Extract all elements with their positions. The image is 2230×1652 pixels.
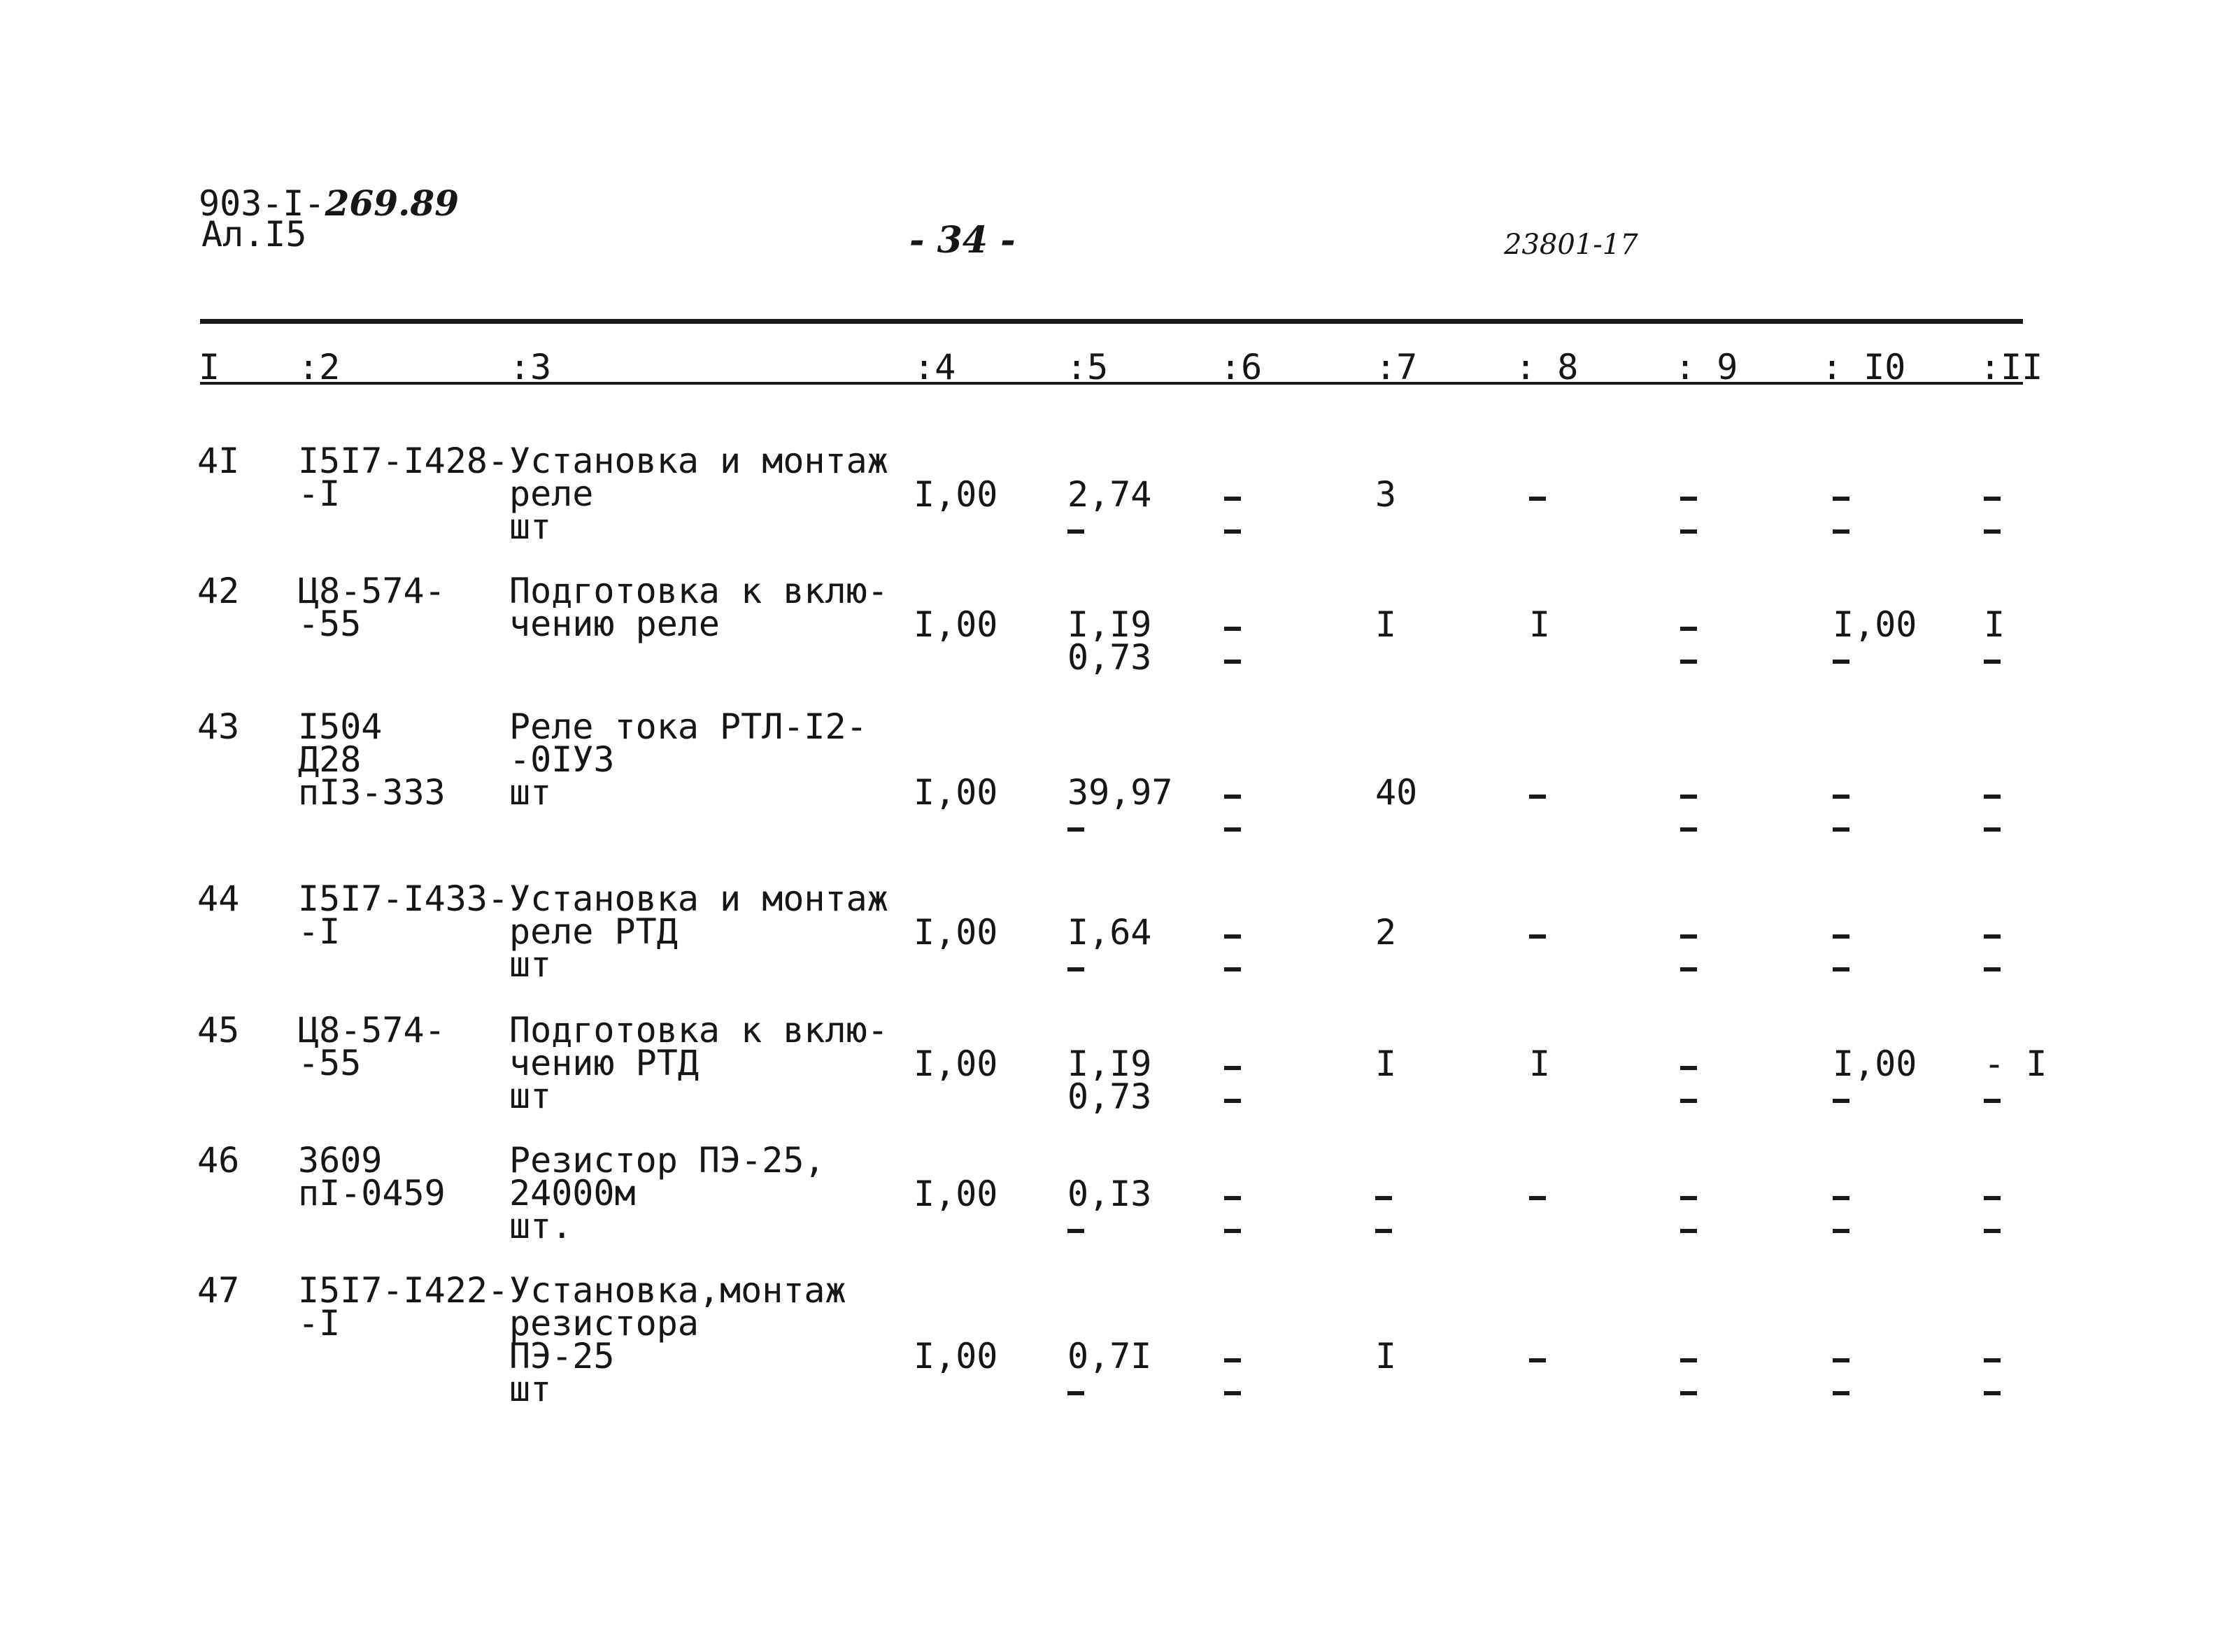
row-code: 3609 <box>298 1140 383 1181</box>
row-col10 <box>1833 660 1849 664</box>
row-description: Установка и монтаж <box>509 441 888 481</box>
row-col6 <box>1224 1099 1241 1103</box>
page-number: - 34 - <box>909 219 1016 262</box>
row-col4: I,00 <box>914 1044 998 1084</box>
column-header: :4 <box>914 347 956 387</box>
row-number: 4I <box>197 441 240 481</box>
row-col9 <box>1680 627 1697 631</box>
document-number-handwritten: 269.89 <box>325 183 459 224</box>
row-description: резистора <box>509 1303 699 1344</box>
row-description: Установка,монтаж <box>509 1270 846 1311</box>
row-col11: - I <box>1984 1044 2047 1084</box>
row-col5: I,I9 <box>1067 1044 1152 1084</box>
row-col10 <box>1833 967 1849 971</box>
row-col5 <box>1067 827 1084 832</box>
row-col8 <box>1529 934 1546 939</box>
row-col10 <box>1833 1196 1849 1200</box>
row-col6 <box>1224 1229 1241 1233</box>
row-col4: I,00 <box>914 1336 998 1376</box>
row-description: чению реле <box>509 604 720 644</box>
row-col7: I <box>1375 1044 1397 1084</box>
row-col11 <box>1984 795 2001 799</box>
top-rule <box>200 319 2023 324</box>
row-description: шт <box>509 506 552 547</box>
row-col11 <box>1984 529 2001 534</box>
row-col11 <box>1984 497 2001 501</box>
row-col10 <box>1833 1391 1849 1395</box>
row-col5 <box>1067 967 1084 971</box>
row-col7: 2 <box>1375 912 1397 953</box>
row-code: -55 <box>298 604 362 644</box>
row-description: Подготовка к вклю- <box>509 1010 888 1051</box>
row-col4: I,00 <box>914 604 998 645</box>
row-col11 <box>1984 934 2001 939</box>
row-col10 <box>1833 1229 1849 1233</box>
row-col6 <box>1224 1196 1241 1200</box>
row-description: шт <box>509 1369 552 1409</box>
row-col9 <box>1680 827 1697 832</box>
row-col10 <box>1833 934 1849 939</box>
sheet-label: Ал.I5 <box>201 214 307 255</box>
row-col6 <box>1224 827 1241 832</box>
row-col6 <box>1224 795 1241 799</box>
row-col11 <box>1984 660 2001 664</box>
row-col11 <box>1984 967 2001 971</box>
row-code: -I <box>298 1303 341 1344</box>
row-description: реле РТД <box>509 911 678 952</box>
row-number: 47 <box>197 1270 240 1311</box>
column-header: : 9 <box>1675 347 1738 387</box>
row-col6 <box>1224 1391 1241 1395</box>
row-col6 <box>1224 934 1241 939</box>
row-col9 <box>1680 967 1697 971</box>
row-col10 <box>1833 795 1849 799</box>
row-col10: I,00 <box>1833 1044 1917 1084</box>
column-header: I <box>199 347 220 387</box>
column-header: :II <box>1980 347 2043 387</box>
row-description: ПЭ-25 <box>509 1336 615 1376</box>
row-code: I5I7-I428- <box>298 441 509 481</box>
row-col6 <box>1224 660 1241 664</box>
row-col9 <box>1680 497 1697 501</box>
row-number: 44 <box>197 878 240 919</box>
row-col5: 39,97 <box>1067 772 1173 813</box>
header-rule <box>200 382 2023 385</box>
row-code: Ц8-574- <box>298 1010 446 1051</box>
row-col11: I <box>1984 604 2005 645</box>
row-col5: 0,7I <box>1067 1336 1152 1376</box>
row-number: 43 <box>197 706 240 747</box>
row-code: -I <box>298 473 341 514</box>
row-col4: I,00 <box>914 1174 998 1214</box>
document-number-prefix: 903-I- <box>199 183 325 224</box>
row-number: 46 <box>197 1140 240 1181</box>
row-col7: I <box>1375 604 1397 645</box>
row-col9 <box>1680 1358 1697 1362</box>
row-code: I5I7-I422- <box>298 1270 509 1311</box>
document-code: 23801-17 <box>1504 229 1638 261</box>
row-col10 <box>1833 827 1849 832</box>
row-col5: 0,73 <box>1067 1076 1152 1117</box>
row-description: -0IУ3 <box>509 739 615 780</box>
row-code: Д28 <box>298 739 362 780</box>
column-header: :7 <box>1375 347 1418 387</box>
row-description: Установка и монтаж <box>509 878 888 919</box>
row-col5: 0,73 <box>1067 637 1152 678</box>
row-col11 <box>1984 827 2001 832</box>
row-col9 <box>1680 1066 1697 1070</box>
row-col7: I <box>1375 1336 1397 1376</box>
row-col9 <box>1680 795 1697 799</box>
row-col10 <box>1833 1099 1849 1103</box>
column-header: : 8 <box>1515 347 1579 387</box>
row-description: 24000м <box>509 1173 636 1213</box>
row-col5: 0,I3 <box>1067 1174 1152 1214</box>
row-col9 <box>1680 934 1697 939</box>
row-col8 <box>1529 1358 1546 1362</box>
row-description: Реле тока РТЛ-I2- <box>509 706 867 747</box>
row-col5: I,64 <box>1067 912 1152 953</box>
row-col6 <box>1224 497 1241 501</box>
row-col5 <box>1067 529 1084 534</box>
row-code: Ц8-574- <box>298 571 446 611</box>
row-col11 <box>1984 1229 2001 1233</box>
row-code: -I <box>298 911 341 952</box>
row-number: 42 <box>197 571 240 611</box>
column-header: : I0 <box>1821 347 1906 387</box>
row-col11 <box>1984 1099 2001 1103</box>
row-col8 <box>1529 795 1546 799</box>
row-col6 <box>1224 1358 1241 1362</box>
row-col4: I,00 <box>914 474 998 515</box>
row-col4: I,00 <box>914 772 998 813</box>
row-col9 <box>1680 1229 1697 1233</box>
row-col5 <box>1067 1391 1084 1395</box>
row-col6 <box>1224 529 1241 534</box>
row-col11 <box>1984 1358 2001 1362</box>
row-col10 <box>1833 1358 1849 1362</box>
row-col9 <box>1680 1391 1697 1395</box>
row-col9 <box>1680 1196 1697 1200</box>
row-col6 <box>1224 967 1241 971</box>
row-description: шт <box>509 1076 552 1116</box>
row-description: реле <box>509 473 594 514</box>
row-col8 <box>1529 1196 1546 1200</box>
row-col8: I <box>1529 604 1551 645</box>
row-code: I504 <box>298 706 383 747</box>
column-header: :5 <box>1066 347 1109 387</box>
row-code: пI-0459 <box>298 1173 446 1213</box>
column-header: :3 <box>509 347 552 387</box>
row-col9 <box>1680 1099 1697 1103</box>
row-col7: 3 <box>1375 474 1397 515</box>
row-col8 <box>1529 497 1546 501</box>
row-code: -55 <box>298 1043 362 1083</box>
row-col9 <box>1680 660 1697 664</box>
column-header: :6 <box>1220 347 1263 387</box>
row-col8: I <box>1529 1044 1551 1084</box>
row-description: чению РТД <box>509 1043 699 1083</box>
row-col10 <box>1833 529 1849 534</box>
row-col7 <box>1375 1196 1392 1200</box>
row-code: I5I7-I433- <box>298 878 509 919</box>
row-col6 <box>1224 1066 1241 1070</box>
row-col6 <box>1224 627 1241 631</box>
row-description: шт. <box>509 1206 573 1246</box>
row-col9 <box>1680 529 1697 534</box>
row-col7 <box>1375 1229 1392 1233</box>
row-description: Резистор ПЭ-25, <box>509 1140 825 1181</box>
row-description: Подготовка к вклю- <box>509 571 888 611</box>
row-col5 <box>1067 1229 1084 1233</box>
row-col11 <box>1984 1391 2001 1395</box>
row-code: пI3-333 <box>298 772 446 813</box>
row-col10 <box>1833 497 1849 501</box>
row-col11 <box>1984 1196 2001 1200</box>
row-number: 45 <box>197 1010 240 1051</box>
row-col5: I,I9 <box>1067 604 1152 645</box>
column-header: :2 <box>298 347 341 387</box>
row-description: шт <box>509 772 552 813</box>
row-description: шт <box>509 944 552 985</box>
row-col4: I,00 <box>914 912 998 953</box>
row-col10: I,00 <box>1833 604 1917 645</box>
row-col7: 40 <box>1375 772 1418 813</box>
row-col5: 2,74 <box>1067 474 1152 515</box>
